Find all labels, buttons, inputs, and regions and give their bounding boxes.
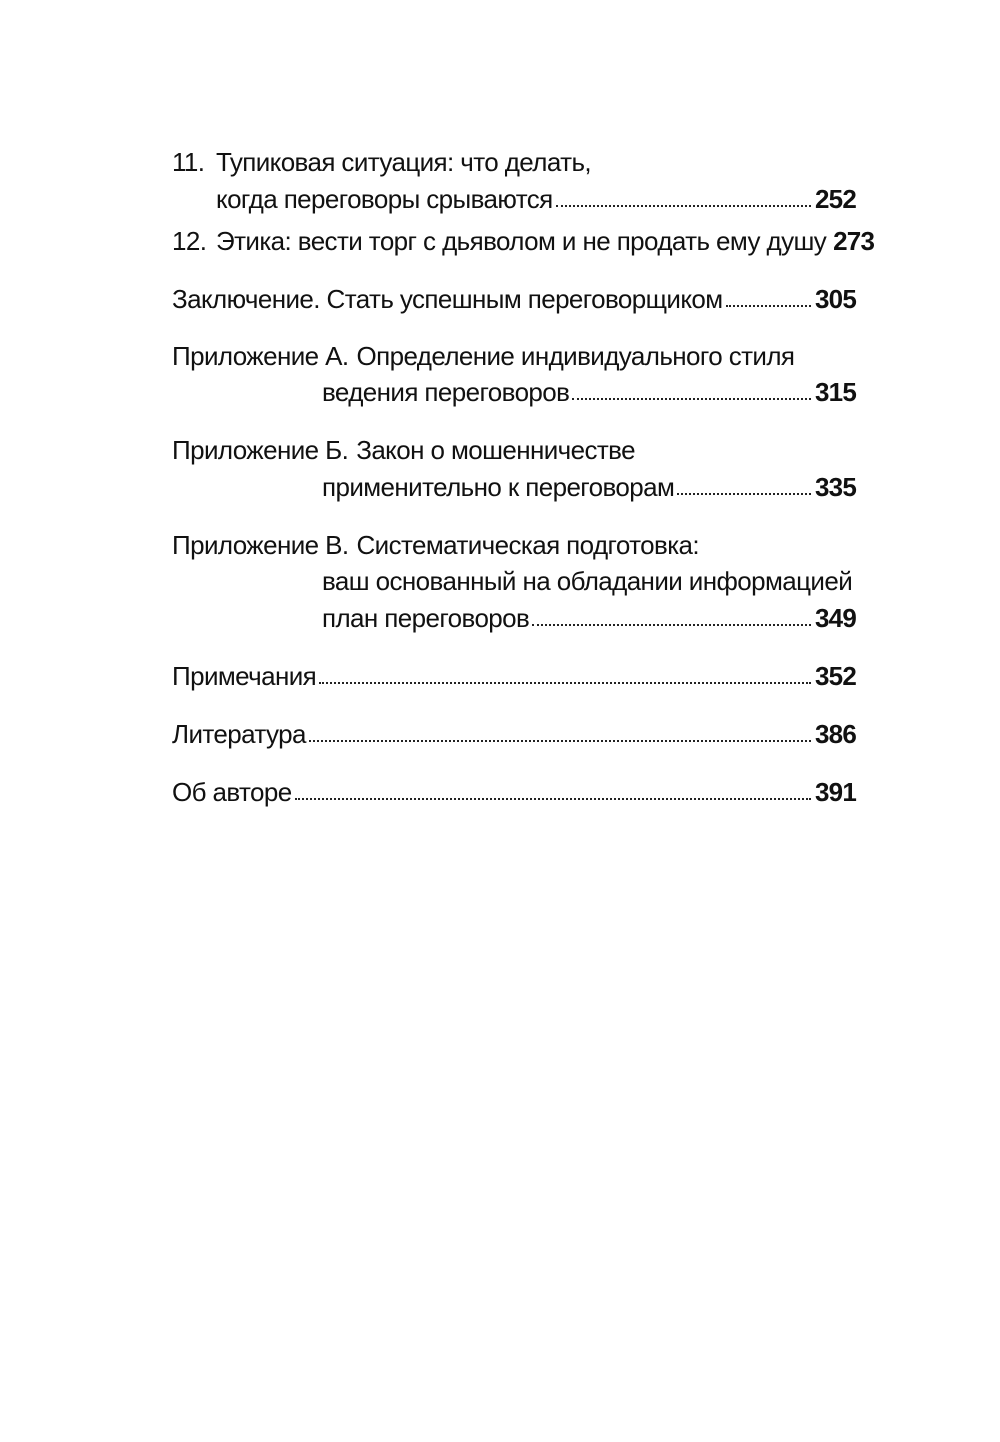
chapter-11-title-line2: когда переговоры срываются	[216, 184, 553, 214]
appendix-b-label: Приложение Б.	[172, 435, 349, 465]
dot-leader	[309, 740, 811, 742]
appendix-a-page: 315	[815, 377, 856, 407]
appendix-b-title-line1: Закон о мошенничестве	[356, 435, 635, 465]
dot-leader	[295, 798, 811, 800]
toc-entry-appendix-b-line1	[172, 433, 856, 467]
appendix-a-label: Приложение А.	[172, 341, 349, 371]
about-author-page: 391	[815, 777, 856, 807]
appendix-b-title-line2: применительно к переговорам	[322, 472, 675, 502]
dot-leader	[556, 205, 811, 207]
dot-leader	[319, 682, 811, 684]
appendix-b-page: 335	[815, 472, 856, 502]
toc-entry-ch11-line1	[216, 145, 856, 179]
toc-entry-about-author[interactable]	[172, 775, 856, 809]
literature-page: 386	[815, 719, 856, 749]
dot-leader	[572, 398, 811, 400]
dot-leader	[726, 305, 811, 307]
chapter-12-title: Этика: вести торг с дьяволом и не продать ему душу	[216, 226, 827, 256]
appendix-a-title-line2: ведения переговоров	[322, 377, 570, 407]
toc-entry-appendix-c-line1	[172, 528, 856, 562]
notes-page: 352	[815, 661, 856, 691]
toc-entry-ch11[interactable]	[216, 182, 856, 216]
toc-entry-appendix-c[interactable]	[322, 601, 856, 635]
toc-entry-literature[interactable]	[172, 717, 856, 751]
notes-title: Примечания	[172, 661, 317, 691]
chapter-12-number: 12.	[172, 226, 207, 256]
toc-entry-appendix-c-line2	[322, 564, 856, 598]
appendix-c-page: 349	[815, 603, 856, 633]
chapter-11-title-line1: Тупиковая ситуация: что делать,	[216, 147, 592, 177]
appendix-c-title-line3: план переговоров	[322, 603, 530, 633]
chapter-12-page: 273	[833, 226, 875, 256]
toc-entry-conclusion[interactable]	[172, 282, 856, 316]
dot-leader	[532, 624, 811, 626]
appendix-c-title-line1: Систематическая подготовка:	[356, 530, 700, 560]
conclusion-title: Заключение. Стать успешным переговорщиком	[172, 284, 723, 314]
conclusion-page: 305	[815, 284, 856, 314]
toc-entry-appendix-a-line1	[172, 339, 856, 373]
about-author-title: Об авторе	[172, 777, 292, 807]
appendix-c-label: Приложение В.	[172, 530, 349, 560]
dot-leader	[677, 493, 811, 495]
toc-entry-appendix-a[interactable]	[322, 375, 856, 409]
toc-entry-notes[interactable]	[172, 659, 856, 693]
chapter-11-number: 11.	[172, 147, 205, 177]
toc-entry-ch12[interactable]	[216, 224, 875, 258]
appendix-a-title-line1: Определение индивидуального стиля	[356, 341, 795, 371]
chapter-11-page: 252	[815, 184, 856, 214]
literature-title: Литература	[172, 719, 306, 749]
toc-entry-appendix-b[interactable]	[322, 470, 856, 504]
appendix-c-title-line2: ваш основанный на обладании информацией	[322, 566, 853, 596]
